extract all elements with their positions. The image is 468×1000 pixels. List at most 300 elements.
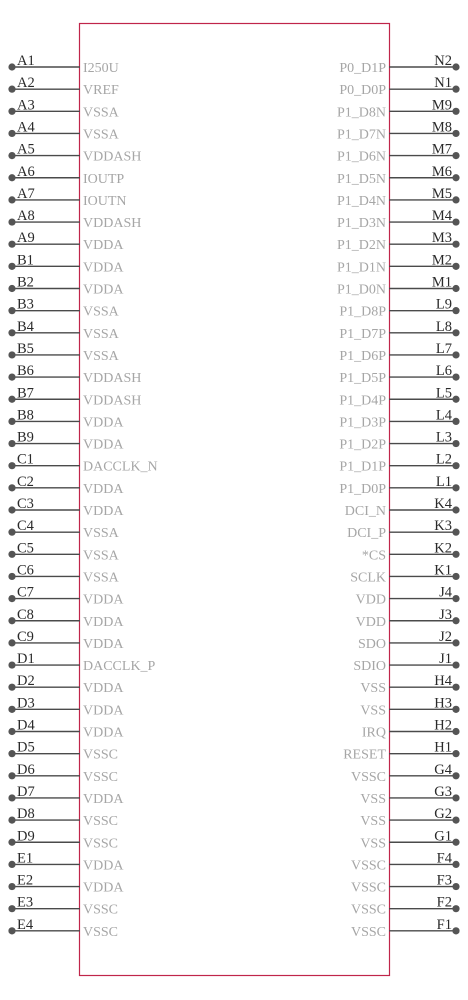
pin-c2 bbox=[8, 474, 124, 497]
pin-number: H2 bbox=[434, 717, 452, 734]
pin-label: VDDA bbox=[83, 504, 124, 519]
pin-number: A4 bbox=[17, 119, 35, 136]
pin-m3 bbox=[337, 230, 460, 253]
pin-number: K3 bbox=[434, 518, 452, 535]
pin-l8 bbox=[339, 319, 459, 342]
pin-j4 bbox=[356, 585, 460, 608]
pin-m7 bbox=[337, 142, 460, 165]
pin-h3 bbox=[360, 695, 459, 718]
pin-b4 bbox=[8, 319, 119, 342]
pin-d6 bbox=[8, 762, 118, 785]
pin-label: VDDA bbox=[83, 791, 124, 807]
pin-endpoint bbox=[8, 529, 15, 536]
pin-endpoint bbox=[452, 617, 459, 624]
pin-h1 bbox=[343, 740, 459, 763]
pin-endpoint bbox=[452, 772, 459, 779]
pin-number: G3 bbox=[434, 783, 452, 800]
pin-label: P0_D1P bbox=[339, 61, 386, 76]
pin-label: P1_D8P bbox=[339, 304, 386, 320]
pin-number: G1 bbox=[434, 828, 452, 845]
pin-label: VSSC bbox=[350, 880, 386, 896]
pin-a8 bbox=[8, 208, 141, 231]
pin-label: P1_D7P bbox=[339, 326, 386, 342]
pin-label: VDDA bbox=[83, 437, 124, 453]
pin-number: D1 bbox=[17, 651, 35, 668]
pin-endpoint bbox=[8, 374, 15, 381]
pin-label: VSSA bbox=[83, 526, 119, 542]
pin-number: F1 bbox=[436, 916, 452, 933]
pin-endpoint bbox=[8, 706, 15, 713]
pin-number: A9 bbox=[17, 230, 35, 247]
pin-m8 bbox=[337, 119, 460, 142]
pin-number: F3 bbox=[436, 872, 452, 889]
pin-label: VSSC bbox=[83, 814, 119, 830]
pin-b6 bbox=[8, 363, 141, 386]
pin-number: J3 bbox=[439, 606, 452, 623]
pin-l3 bbox=[339, 430, 459, 453]
pin-endpoint bbox=[8, 418, 15, 425]
pin-endpoint bbox=[452, 196, 459, 203]
pin-number: L8 bbox=[435, 318, 452, 335]
pin-label: P1_D0N bbox=[336, 282, 386, 298]
pin-endpoint bbox=[452, 839, 459, 846]
pin-c1 bbox=[8, 452, 157, 475]
pin-endpoint bbox=[452, 396, 459, 403]
pin-endpoint bbox=[452, 927, 459, 934]
pin-d8 bbox=[8, 806, 118, 829]
pin-endpoint bbox=[8, 617, 15, 624]
pin-endpoint bbox=[8, 750, 15, 757]
pin-label: IRQ bbox=[361, 725, 386, 741]
pin-number: E3 bbox=[17, 894, 34, 911]
pin-number: L1 bbox=[435, 473, 452, 490]
pin-number: M4 bbox=[431, 208, 452, 225]
pin-label: P1_D7N bbox=[336, 127, 386, 143]
pin-label: VSS bbox=[360, 681, 386, 697]
pin-label: VDDA bbox=[83, 592, 124, 608]
pin-label: IOUTN bbox=[83, 193, 127, 209]
pin-endpoint bbox=[8, 883, 15, 890]
pin-number: M6 bbox=[431, 163, 452, 180]
pin-number: L4 bbox=[435, 407, 452, 424]
pin-f1 bbox=[351, 917, 460, 940]
pin-label: P1_D5N bbox=[336, 171, 386, 187]
pin-endpoint bbox=[8, 152, 15, 159]
pin-number: M9 bbox=[431, 97, 452, 114]
pin-c5 bbox=[8, 540, 119, 563]
pin-label: VDDASH bbox=[83, 371, 142, 387]
pin-c8 bbox=[8, 607, 124, 630]
pin-number: D5 bbox=[17, 739, 35, 756]
pin-m4 bbox=[337, 208, 460, 231]
pin-number: L6 bbox=[435, 363, 452, 380]
pin-endpoint bbox=[8, 440, 15, 447]
pin-label: VSS bbox=[360, 836, 386, 852]
pin-endpoint bbox=[8, 684, 15, 691]
pin-endpoint bbox=[8, 573, 15, 580]
pin-endpoint bbox=[8, 506, 15, 513]
pin-label: VREF bbox=[83, 83, 119, 99]
pin-endpoint bbox=[8, 351, 15, 358]
left-pin-group bbox=[8, 53, 157, 940]
pin-label: P1_D2P bbox=[339, 437, 386, 453]
pin-endpoint bbox=[452, 218, 459, 225]
pin-endpoint bbox=[452, 706, 459, 713]
pin-endpoint bbox=[8, 728, 15, 735]
pin-label: VDD bbox=[355, 614, 386, 630]
pin-number: J1 bbox=[439, 651, 452, 668]
pin-label: P1_D2N bbox=[336, 238, 386, 254]
pin-label: VSSC bbox=[350, 858, 386, 874]
pin-endpoint bbox=[8, 839, 15, 846]
pin-number: K1 bbox=[434, 562, 452, 579]
pin-e2 bbox=[8, 873, 124, 896]
pin-b9 bbox=[8, 430, 124, 453]
pin-number: N2 bbox=[434, 53, 452, 69]
pin-label: VDDA bbox=[83, 238, 124, 254]
pin-label: VSSC bbox=[83, 902, 119, 918]
pin-b8 bbox=[8, 407, 124, 430]
pin-endpoint bbox=[8, 817, 15, 824]
pin-l7 bbox=[339, 341, 459, 364]
pin-number: A8 bbox=[17, 208, 35, 225]
pin-number: C6 bbox=[17, 562, 34, 579]
pin-l5 bbox=[339, 385, 459, 408]
pin-label: VDDA bbox=[83, 858, 124, 874]
pin-c3 bbox=[8, 496, 124, 519]
pin-label: *CS bbox=[361, 548, 386, 564]
pin-endpoint bbox=[452, 639, 459, 646]
pin-number: J2 bbox=[439, 628, 452, 645]
pin-endpoint bbox=[452, 152, 459, 159]
pin-number: B7 bbox=[17, 385, 34, 402]
pin-label: P1_D3P bbox=[339, 415, 386, 431]
pin-endpoint bbox=[452, 174, 459, 181]
pin-label: VDDASH bbox=[83, 216, 142, 232]
pin-b5 bbox=[8, 341, 119, 364]
pin-e3 bbox=[8, 895, 118, 918]
pin-number: B3 bbox=[17, 296, 34, 313]
pin-l1 bbox=[339, 474, 459, 497]
pin-number: C4 bbox=[17, 518, 34, 535]
pin-d5 bbox=[8, 740, 118, 763]
pin-label: VDDA bbox=[83, 481, 124, 497]
pin-j1 bbox=[353, 651, 459, 674]
pin-endpoint bbox=[452, 595, 459, 602]
pin-endpoint bbox=[452, 750, 459, 757]
pin-number: G2 bbox=[434, 806, 452, 823]
pin-g3 bbox=[360, 784, 459, 807]
pin-endpoint bbox=[452, 440, 459, 447]
pin-endpoint bbox=[452, 374, 459, 381]
pin-number: F4 bbox=[436, 850, 452, 867]
pin-label: SCLK bbox=[350, 570, 386, 586]
pin-endpoint bbox=[452, 263, 459, 270]
pin-k3 bbox=[347, 518, 460, 541]
pin-label: P1_D5P bbox=[339, 371, 386, 387]
pin-label: RESET bbox=[343, 747, 386, 763]
pin-endpoint bbox=[452, 817, 459, 824]
pin-endpoint bbox=[452, 418, 459, 425]
pin-endpoint bbox=[8, 639, 15, 646]
pin-endpoint bbox=[452, 462, 459, 469]
pin-number: B1 bbox=[17, 252, 34, 269]
pin-endpoint bbox=[8, 905, 15, 912]
pin-number: D2 bbox=[17, 673, 35, 690]
pin-number: D9 bbox=[17, 828, 35, 845]
pin-j3 bbox=[356, 607, 460, 630]
pin-endpoint bbox=[8, 595, 15, 602]
pin-b7 bbox=[8, 385, 141, 408]
pin-m2 bbox=[337, 252, 460, 275]
pin-number: B6 bbox=[17, 363, 34, 380]
pin-endpoint bbox=[452, 883, 459, 890]
pin-label: VDD bbox=[355, 592, 386, 608]
pin-b2 bbox=[8, 275, 124, 298]
pin-label: VDDA bbox=[83, 614, 124, 630]
pin-g2 bbox=[360, 806, 459, 829]
pin-label: VSS bbox=[360, 791, 386, 807]
pin-endpoint bbox=[8, 130, 15, 137]
pin-label: VDDA bbox=[83, 725, 124, 741]
pin-number: M7 bbox=[431, 141, 452, 158]
pin-number: K2 bbox=[434, 540, 452, 557]
pin-h2 bbox=[362, 718, 460, 741]
pin-number: L5 bbox=[435, 385, 452, 402]
pin-m1 bbox=[337, 275, 460, 298]
pin-l4 bbox=[339, 407, 459, 430]
pin-number: K4 bbox=[434, 496, 452, 512]
pin-label: VSSC bbox=[350, 902, 386, 918]
pin-endpoint bbox=[452, 794, 459, 801]
pin-endpoint bbox=[452, 506, 459, 513]
pin-g4 bbox=[351, 762, 460, 785]
pin-label: DCI_N bbox=[344, 504, 386, 519]
pin-number: H1 bbox=[434, 739, 452, 756]
pin-number: L7 bbox=[435, 340, 452, 357]
pin-endpoint bbox=[8, 329, 15, 336]
pin-c4 bbox=[8, 518, 119, 541]
pin-number: A6 bbox=[17, 163, 35, 180]
pin-number: L3 bbox=[435, 429, 452, 446]
pin-endpoint bbox=[452, 529, 459, 536]
pin-label: VDDA bbox=[83, 703, 124, 719]
pin-label: IOUTP bbox=[83, 171, 125, 187]
pin-endpoint bbox=[452, 86, 459, 93]
pin-number: C2 bbox=[17, 473, 34, 490]
pin-endpoint bbox=[452, 108, 459, 115]
pin-endpoint bbox=[8, 86, 15, 93]
pin-number: D7 bbox=[17, 783, 35, 800]
pin-label: VSSA bbox=[83, 326, 119, 342]
pin-number: B2 bbox=[17, 274, 34, 291]
pin-endpoint bbox=[452, 661, 459, 668]
pin-a6 bbox=[8, 164, 124, 187]
pin-number: F2 bbox=[436, 894, 452, 911]
pin-l6 bbox=[339, 363, 459, 386]
pin-m5 bbox=[337, 186, 460, 209]
pin-endpoint bbox=[8, 218, 15, 225]
pin-l9 bbox=[339, 297, 459, 320]
pin-label: SDIO bbox=[353, 659, 386, 675]
pin-k4 bbox=[345, 496, 460, 519]
pin-number: M1 bbox=[431, 274, 452, 291]
pin-a4 bbox=[8, 119, 119, 142]
pin-label: P1_D4N bbox=[336, 193, 386, 209]
pin-number: B8 bbox=[17, 407, 34, 424]
pin-number: A5 bbox=[17, 141, 35, 158]
pin-endpoint bbox=[452, 905, 459, 912]
pin-endpoint bbox=[8, 861, 15, 868]
pin-number: L9 bbox=[435, 296, 452, 313]
pin-label: P1_D4P bbox=[339, 393, 386, 409]
pin-number: E2 bbox=[17, 872, 34, 889]
pin-e4 bbox=[8, 917, 118, 940]
pin-d3 bbox=[8, 695, 124, 718]
pin-endpoint bbox=[8, 174, 15, 181]
pin-endpoint bbox=[8, 661, 15, 668]
pin-label: VSSA bbox=[83, 105, 119, 121]
pin-d4 bbox=[8, 718, 124, 741]
pin-label: VSSA bbox=[83, 348, 119, 364]
pin-label: VSSA bbox=[83, 304, 119, 320]
pin-label: VDDA bbox=[83, 415, 124, 431]
pin-number: M2 bbox=[431, 252, 452, 269]
pin-label: DCI_P bbox=[347, 526, 386, 542]
pin-endpoint bbox=[8, 63, 15, 70]
pin-number: C3 bbox=[17, 496, 34, 512]
pin-endpoint bbox=[452, 329, 459, 336]
pin-label: VDDA bbox=[83, 260, 124, 276]
pin-endpoint bbox=[452, 484, 459, 491]
pin-label: VSS bbox=[360, 814, 386, 830]
pin-label: VSSA bbox=[83, 127, 119, 143]
pin-number: J4 bbox=[439, 584, 452, 601]
pin-endpoint bbox=[452, 285, 459, 292]
pin-b3 bbox=[8, 297, 119, 320]
pin-number: E1 bbox=[17, 850, 34, 867]
pin-endpoint bbox=[8, 396, 15, 403]
pin-number: C1 bbox=[17, 451, 34, 468]
pin-n2 bbox=[339, 53, 459, 76]
pin-label: DACCLK_N bbox=[83, 459, 158, 475]
pin-endpoint bbox=[8, 285, 15, 292]
pin-endpoint bbox=[452, 684, 459, 691]
pin-endpoint bbox=[452, 307, 459, 314]
pin-label: P1_D8N bbox=[336, 105, 386, 121]
pin-number: H3 bbox=[434, 695, 452, 712]
pin-endpoint bbox=[452, 130, 459, 137]
pin-label: VDDASH bbox=[83, 393, 142, 409]
pin-endpoint bbox=[8, 551, 15, 558]
pin-number: D8 bbox=[17, 806, 35, 823]
pin-number: C9 bbox=[17, 628, 34, 645]
pin-number: M8 bbox=[431, 119, 452, 136]
pin-label: VDDA bbox=[83, 880, 124, 896]
pin-g1 bbox=[360, 828, 459, 851]
pin-number: C7 bbox=[17, 584, 34, 601]
pin-m9 bbox=[337, 97, 460, 120]
pin-number: A7 bbox=[17, 185, 35, 202]
pin-d2 bbox=[8, 673, 124, 696]
pin-number: D4 bbox=[17, 717, 35, 734]
pin-d1 bbox=[8, 651, 155, 674]
pin-a7 bbox=[8, 186, 126, 209]
pin-a9 bbox=[8, 230, 124, 253]
component-body bbox=[80, 24, 390, 976]
pin-k2 bbox=[362, 540, 460, 563]
pin-d9 bbox=[8, 828, 118, 851]
pin-endpoint bbox=[452, 728, 459, 735]
pin-label: P1_D6N bbox=[336, 149, 386, 165]
pin-label: VSSC bbox=[83, 924, 119, 940]
pin-f4 bbox=[351, 850, 460, 873]
pin-label: P1_D0P bbox=[339, 481, 386, 497]
pin-endpoint bbox=[452, 551, 459, 558]
pin-number: B9 bbox=[17, 429, 34, 446]
pin-label: VSSC bbox=[350, 924, 386, 940]
pin-label: SDO bbox=[357, 636, 386, 652]
pin-endpoint bbox=[8, 927, 15, 934]
pin-number: B4 bbox=[17, 318, 34, 335]
pin-m6 bbox=[337, 164, 460, 187]
pin-a1 bbox=[8, 53, 118, 76]
pin-endpoint bbox=[8, 462, 15, 469]
pin-endpoint bbox=[8, 307, 15, 314]
pin-endpoint bbox=[452, 861, 459, 868]
pin-endpoint bbox=[452, 351, 459, 358]
pin-endpoint bbox=[8, 196, 15, 203]
pin-c7 bbox=[8, 585, 124, 608]
pin-label: VDDASH bbox=[83, 149, 142, 165]
pin-number: D3 bbox=[17, 695, 35, 712]
pin-number: E4 bbox=[17, 916, 34, 933]
pin-a5 bbox=[8, 142, 141, 165]
pin-number: A1 bbox=[17, 53, 35, 69]
pin-endpoint bbox=[8, 794, 15, 801]
pin-label: I250U bbox=[83, 61, 119, 76]
pin-endpoint bbox=[452, 63, 459, 70]
pin-label: VSSC bbox=[83, 769, 119, 785]
pin-label: P1_D6P bbox=[339, 348, 386, 364]
pin-label: P1_D3N bbox=[336, 216, 386, 232]
pin-number: L2 bbox=[435, 451, 452, 468]
pin-label: DACCLK_P bbox=[83, 659, 156, 675]
pin-endpoint bbox=[8, 241, 15, 248]
pin-number: M3 bbox=[431, 230, 452, 247]
pin-number: C5 bbox=[17, 540, 34, 557]
pin-e1 bbox=[8, 850, 124, 873]
pin-endpoint bbox=[452, 241, 459, 248]
pin-number: A3 bbox=[17, 97, 35, 114]
pin-number: H4 bbox=[434, 673, 452, 690]
pin-label: VSSA bbox=[83, 570, 119, 586]
right-pin-group bbox=[337, 53, 460, 940]
pin-endpoint bbox=[8, 263, 15, 270]
pin-f2 bbox=[351, 895, 460, 918]
pin-c6 bbox=[8, 562, 119, 585]
pin-label: VDDA bbox=[83, 636, 124, 652]
pin-label: P1_D1P bbox=[339, 459, 386, 475]
pin-k1 bbox=[350, 562, 459, 585]
pin-label: VDDA bbox=[83, 681, 124, 697]
pin-label: VSSC bbox=[83, 836, 119, 852]
pin-c9 bbox=[8, 629, 124, 652]
pin-endpoint bbox=[8, 108, 15, 115]
pin-l2 bbox=[339, 452, 459, 475]
pin-label: VSSC bbox=[83, 747, 119, 763]
pin-label: VSSC bbox=[350, 769, 386, 785]
